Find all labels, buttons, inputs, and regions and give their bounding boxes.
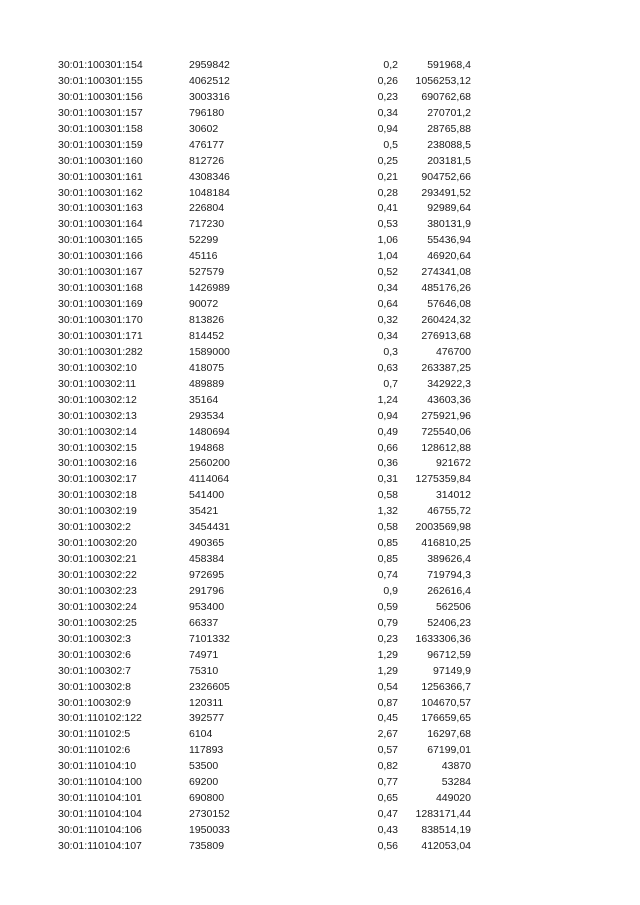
rate-cell: 0,21 — [377, 170, 398, 183]
value-cell: 263387,25 — [421, 361, 471, 374]
table-row — [0, 743, 640, 759]
cadastral-number-cell: 30:01:100301:282 — [58, 345, 143, 358]
rate-cell: 0,56 — [377, 839, 398, 852]
area-cell: 66337 — [189, 616, 219, 629]
value-cell: 389626,4 — [427, 553, 471, 566]
area-cell: 3454431 — [189, 521, 230, 534]
table-row — [0, 823, 640, 839]
value-cell: 128612,88 — [421, 441, 471, 454]
rate-cell: 0,49 — [377, 425, 398, 438]
value-cell: 55436,94 — [427, 234, 471, 247]
cadastral-number-cell: 30:01:100302:11 — [58, 377, 137, 390]
value-cell: 416810,25 — [421, 537, 471, 550]
table-row — [0, 791, 640, 807]
area-cell: 226804 — [189, 202, 225, 215]
area-cell: 813826 — [189, 314, 225, 326]
value-cell: 485176,26 — [421, 282, 471, 295]
cadastral-number-cell: 30:01:100301:162 — [58, 186, 143, 199]
cadastral-number-cell: 30:01:100301:170 — [58, 314, 143, 326]
data-table — [0, 58, 640, 855]
value-cell: 1275359,84 — [415, 473, 471, 486]
area-cell: 1589000 — [189, 345, 230, 358]
table-row — [0, 696, 640, 712]
rate-cell: 0,43 — [377, 824, 398, 836]
area-cell: 717230 — [189, 218, 225, 231]
cadastral-number-cell: 30:01:110104:101 — [58, 792, 142, 805]
table-row — [0, 648, 640, 664]
rate-cell: 0,7 — [383, 377, 398, 390]
cadastral-number-cell: 30:01:100302:20 — [58, 537, 137, 550]
value-cell: 104670,57 — [421, 696, 471, 709]
rate-cell: 0,85 — [377, 553, 398, 566]
cadastral-number-cell: 30:01:100302:10 — [58, 361, 137, 374]
value-cell: 412053,04 — [421, 839, 471, 852]
table-row — [0, 170, 640, 186]
value-cell: 314012 — [435, 489, 471, 502]
area-cell: 74971 — [189, 648, 219, 661]
area-cell: 293534 — [189, 409, 225, 422]
cadastral-number-cell: 30:01:100302:18 — [58, 489, 137, 502]
rate-cell: 0,85 — [377, 537, 398, 550]
value-cell: 342922,3 — [427, 377, 471, 390]
rate-cell: 0,23 — [377, 90, 398, 103]
cadastral-number-cell: 30:01:100302:2 — [58, 521, 131, 534]
cadastral-number-cell: 30:01:110102:5 — [58, 728, 131, 741]
area-cell: 7101332 — [189, 632, 230, 645]
table-row — [0, 664, 640, 680]
rate-cell: 0,32 — [377, 314, 398, 326]
value-cell: 96712,59 — [427, 648, 471, 661]
table-row — [0, 74, 640, 90]
rate-cell: 0,34 — [377, 282, 398, 295]
cadastral-number-cell: 30:01:100301:171 — [58, 329, 143, 342]
cadastral-number-cell: 30:01:100301:168 — [58, 282, 143, 295]
table-row — [0, 584, 640, 600]
table-row — [0, 138, 640, 154]
area-cell: 52299 — [189, 234, 219, 247]
cadastral-number-cell: 30:01:110104:104 — [58, 808, 142, 821]
table-row — [0, 233, 640, 249]
table-row — [0, 90, 640, 106]
area-cell: 35421 — [189, 505, 219, 518]
value-cell: 203181,5 — [427, 154, 471, 167]
table-row — [0, 106, 640, 122]
value-cell: 449020 — [435, 792, 471, 805]
area-cell: 35164 — [189, 393, 219, 406]
table-row — [0, 775, 640, 791]
cadastral-number-cell: 30:01:100302:17 — [58, 473, 137, 486]
rate-cell: 2,67 — [377, 728, 398, 741]
cadastral-number-cell: 30:01:100302:16 — [58, 457, 137, 470]
area-cell: 953400 — [189, 600, 225, 613]
rate-cell: 0,31 — [377, 473, 398, 486]
table-row — [0, 632, 640, 648]
area-cell: 972695 — [189, 569, 225, 581]
value-cell: 562506 — [435, 600, 471, 613]
table-row — [0, 536, 640, 552]
cadastral-number-cell: 30:01:100301:165 — [58, 234, 143, 247]
table-row — [0, 616, 640, 632]
table-row — [0, 552, 640, 568]
rate-cell: 0,58 — [377, 521, 398, 534]
value-cell: 53284 — [441, 776, 471, 789]
area-cell: 812726 — [189, 154, 225, 167]
value-cell: 270701,2 — [427, 106, 471, 119]
value-cell: 238088,5 — [427, 138, 471, 151]
value-cell: 52406,23 — [427, 616, 471, 629]
rate-cell: 1,24 — [377, 393, 398, 406]
area-cell: 2730152 — [189, 808, 230, 821]
area-cell: 194868 — [189, 441, 225, 454]
value-cell: 28765,88 — [427, 122, 471, 135]
rate-cell: 0,2 — [383, 59, 398, 71]
value-cell: 176659,65 — [421, 712, 471, 725]
value-cell: 904752,66 — [421, 170, 471, 183]
rate-cell: 0,66 — [377, 441, 398, 454]
cadastral-number-cell: 30:01:100301:163 — [58, 202, 143, 215]
area-cell: 418075 — [189, 361, 225, 374]
value-cell: 57646,08 — [427, 298, 471, 311]
table-row — [0, 441, 640, 457]
rate-cell: 0,5 — [383, 138, 398, 151]
value-cell: 1256366,7 — [421, 680, 471, 693]
value-cell: 262616,4 — [427, 584, 471, 597]
cadastral-number-cell: 30:01:100302:21 — [58, 553, 137, 566]
area-cell: 490365 — [189, 537, 225, 550]
area-cell: 30602 — [189, 122, 219, 135]
table-row — [0, 377, 640, 393]
rate-cell: 0,82 — [377, 760, 398, 773]
area-cell: 75310 — [189, 664, 219, 677]
rate-cell: 0,77 — [377, 776, 398, 789]
table-row — [0, 456, 640, 472]
value-cell: 838514,19 — [421, 824, 471, 836]
rate-cell: 0,59 — [377, 600, 398, 613]
area-cell: 541400 — [189, 489, 225, 502]
table-row — [0, 488, 640, 504]
value-cell: 274341,08 — [421, 266, 471, 279]
value-cell: 719794,3 — [427, 569, 471, 581]
rate-cell: 0,47 — [377, 808, 398, 821]
table-row — [0, 393, 640, 409]
table-row — [0, 265, 640, 281]
rate-cell: 1,29 — [377, 664, 398, 677]
rate-cell: 0,64 — [377, 298, 398, 311]
table-row — [0, 727, 640, 743]
cadastral-number-cell: 30:01:100301:167 — [58, 266, 143, 279]
table-row — [0, 680, 640, 696]
area-cell: 1950033 — [189, 824, 230, 836]
cadastral-number-cell: 30:01:100302:3 — [58, 632, 131, 645]
rate-cell: 0,52 — [377, 266, 398, 279]
rate-cell: 0,57 — [377, 744, 398, 757]
value-cell: 1056253,12 — [415, 74, 471, 87]
value-cell: 690762,68 — [421, 90, 471, 103]
area-cell: 1426989 — [189, 282, 230, 295]
area-cell: 90072 — [189, 298, 219, 311]
rate-cell: 0,79 — [377, 616, 398, 629]
cadastral-number-cell: 30:01:100301:154 — [58, 59, 143, 71]
cadastral-number-cell: 30:01:110102:122 — [58, 712, 142, 725]
table-row — [0, 600, 640, 616]
value-cell: 97149,9 — [433, 664, 471, 677]
rate-cell: 0,25 — [377, 154, 398, 167]
table-row — [0, 217, 640, 233]
value-cell: 476700 — [435, 345, 471, 358]
area-cell: 117893 — [189, 744, 224, 757]
rate-cell: 0,65 — [377, 792, 398, 805]
rate-cell: 0,87 — [377, 696, 398, 709]
cadastral-number-cell: 30:01:100302:24 — [58, 600, 137, 613]
area-cell: 6104 — [189, 728, 213, 741]
area-cell: 291796 — [189, 584, 225, 597]
rate-cell: 1,32 — [377, 505, 398, 518]
cadastral-number-cell: 30:01:100301:169 — [58, 298, 143, 311]
area-cell: 53500 — [189, 760, 219, 773]
table-row — [0, 313, 640, 329]
rate-cell: 0,74 — [377, 569, 398, 581]
cadastral-number-cell: 30:01:100302:15 — [58, 441, 137, 454]
table-row — [0, 361, 640, 377]
rate-cell: 0,34 — [377, 106, 398, 119]
cadastral-number-cell: 30:01:100302:8 — [58, 680, 131, 693]
value-cell: 1633306,36 — [415, 632, 471, 645]
cadastral-number-cell: 30:01:100301:157 — [58, 106, 143, 119]
rate-cell: 0,26 — [377, 74, 398, 87]
rate-cell: 1,06 — [377, 234, 398, 247]
cadastral-number-cell: 30:01:110104:107 — [58, 839, 142, 852]
table-row — [0, 122, 640, 138]
area-cell: 3003316 — [189, 90, 230, 103]
table-row — [0, 520, 640, 536]
area-cell: 45116 — [189, 250, 218, 263]
cadastral-number-cell: 30:01:110104:106 — [58, 824, 142, 836]
table-row — [0, 568, 640, 584]
value-cell: 43603,36 — [427, 393, 471, 406]
cadastral-number-cell: 30:01:100302:22 — [58, 569, 137, 581]
cadastral-number-cell: 30:01:100301:160 — [58, 154, 143, 167]
area-cell: 1480694 — [189, 425, 230, 438]
area-cell: 690800 — [189, 792, 225, 805]
cadastral-number-cell: 30:01:100301:158 — [58, 122, 143, 135]
value-cell: 46920,64 — [427, 250, 471, 263]
table-row — [0, 839, 640, 855]
rate-cell: 0,54 — [377, 680, 398, 693]
area-cell: 120311 — [189, 696, 224, 709]
value-cell: 1283171,44 — [415, 808, 471, 821]
table-row — [0, 807, 640, 823]
rate-cell: 0,3 — [383, 345, 398, 358]
cadastral-number-cell: 30:01:100301:159 — [58, 138, 143, 151]
value-cell: 591968,4 — [427, 59, 471, 71]
table-row — [0, 345, 640, 361]
cadastral-number-cell: 30:01:100301:164 — [58, 218, 143, 231]
value-cell: 293491,52 — [421, 186, 471, 199]
table-row — [0, 249, 640, 265]
cadastral-number-cell: 30:01:100302:23 — [58, 584, 137, 597]
rate-cell: 0,94 — [377, 122, 398, 135]
cadastral-number-cell: 30:01:100301:166 — [58, 250, 143, 263]
table-row — [0, 281, 640, 297]
area-cell: 2560200 — [189, 457, 230, 470]
area-cell: 735809 — [189, 839, 225, 852]
rate-cell: 0,58 — [377, 489, 398, 502]
area-cell: 527579 — [189, 266, 225, 279]
value-cell: 380131,9 — [427, 218, 471, 231]
cadastral-number-cell: 30:01:100302:19 — [58, 505, 137, 518]
cadastral-number-cell: 30:01:100301:161 — [58, 170, 143, 183]
cadastral-number-cell: 30:01:100301:156 — [58, 90, 143, 103]
area-cell: 476177 — [189, 138, 225, 151]
table-row — [0, 472, 640, 488]
rate-cell: 0,94 — [377, 409, 398, 422]
area-cell: 796180 — [189, 106, 225, 119]
table-row — [0, 329, 640, 345]
cadastral-number-cell: 30:01:100302:9 — [58, 696, 131, 709]
area-cell: 814452 — [189, 329, 225, 342]
cadastral-number-cell: 30:01:100302:6 — [58, 648, 131, 661]
area-cell: 1048184 — [189, 186, 230, 199]
value-cell: 276913,68 — [421, 329, 471, 342]
value-cell: 43870 — [441, 760, 471, 773]
value-cell: 16297,68 — [427, 728, 471, 741]
cadastral-number-cell: 30:01:110104:10 — [58, 760, 137, 773]
value-cell: 921672 — [435, 457, 471, 470]
area-cell: 4114064 — [189, 473, 230, 486]
value-cell: 725540,06 — [421, 425, 471, 438]
value-cell: 260424,32 — [421, 314, 471, 326]
area-cell: 458384 — [189, 553, 225, 566]
table-row — [0, 297, 640, 313]
rate-cell: 0,9 — [383, 584, 398, 597]
rate-cell: 0,36 — [377, 457, 398, 470]
value-cell: 275921,96 — [421, 409, 471, 422]
rate-cell: 0,23 — [377, 632, 398, 645]
rate-cell: 0,34 — [377, 329, 398, 342]
area-cell: 2326605 — [189, 680, 230, 693]
value-cell: 46755,72 — [427, 505, 471, 518]
cadastral-number-cell: 30:01:100301:155 — [58, 74, 143, 87]
table-row — [0, 711, 640, 727]
area-cell: 2959842 — [189, 59, 230, 71]
area-cell: 489889 — [189, 377, 225, 390]
area-cell: 4308346 — [189, 170, 230, 183]
table-row — [0, 186, 640, 202]
cadastral-number-cell: 30:01:100302:13 — [58, 409, 137, 422]
cadastral-number-cell: 30:01:110104:100 — [58, 776, 142, 789]
rate-cell: 0,28 — [377, 186, 398, 199]
cadastral-number-cell: 30:01:100302:7 — [58, 664, 131, 677]
cadastral-number-cell: 30:01:100302:25 — [58, 616, 137, 629]
table-row — [0, 504, 640, 520]
value-cell: 2003569,98 — [415, 521, 471, 534]
table-row — [0, 409, 640, 425]
rate-cell: 1,29 — [377, 648, 398, 661]
table-row — [0, 425, 640, 441]
cadastral-number-cell: 30:01:100302:12 — [58, 393, 137, 406]
table-row — [0, 201, 640, 217]
rate-cell: 0,41 — [377, 202, 398, 215]
table-row — [0, 154, 640, 170]
value-cell: 92989,64 — [427, 202, 471, 215]
rate-cell: 1,04 — [377, 250, 398, 263]
table-row — [0, 58, 640, 74]
table-row — [0, 759, 640, 775]
area-cell: 4062512 — [189, 74, 230, 87]
rate-cell: 0,63 — [377, 361, 398, 374]
value-cell: 67199,01 — [427, 744, 471, 757]
area-cell: 392577 — [189, 712, 225, 725]
cadastral-number-cell: 30:01:100302:14 — [58, 425, 137, 438]
area-cell: 69200 — [189, 776, 219, 789]
cadastral-number-cell: 30:01:110102:6 — [58, 744, 131, 757]
rate-cell: 0,53 — [377, 218, 398, 231]
rate-cell: 0,45 — [377, 712, 398, 725]
